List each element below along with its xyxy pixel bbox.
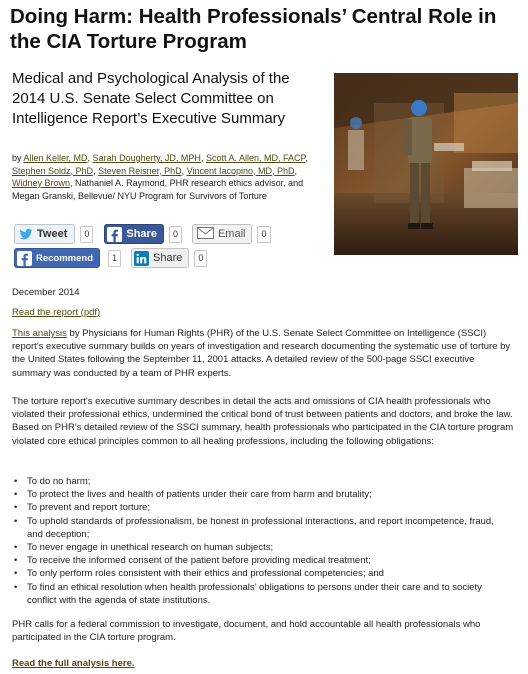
facebook-share-label: Share <box>126 227 157 240</box>
read-report-pdf-link[interactable]: Read the report (pdf) <box>12 307 101 318</box>
list-item: • To only perform roles consistent with their ethics and professional competencies; and <box>12 567 512 580</box>
email-count: 0 <box>257 226 270 243</box>
linkedin-logo-icon <box>134 251 149 266</box>
facebook-logo-icon <box>107 227 122 242</box>
author-link-allen[interactable]: Scott A. Allen, MD, FACP <box>205 153 306 163</box>
author-link-keller[interactable]: Allen Keller, MD <box>23 153 88 163</box>
author-link-dougherty[interactable]: Sarah Dougherty, JD, MPH <box>92 153 201 163</box>
page-title: Doing Harm: Health Professionals’ Central Role in the CIA Torture Program <box>10 5 497 53</box>
tweet-count: 0 <box>80 226 93 243</box>
linkedin-share-count: 0 <box>194 250 207 267</box>
publication-date: December 2014 <box>12 287 80 298</box>
byline-prefix: by <box>12 153 24 163</box>
article-photo <box>334 73 518 255</box>
list-item: • To protect the lives and health of patients under their care from harm and brutality; <box>12 488 512 501</box>
share-row-2 <box>14 248 207 268</box>
this-analysis-link[interactable]: This analysis <box>12 328 67 339</box>
share-row-1 <box>14 224 271 244</box>
email-label: Email <box>217 227 246 240</box>
author-link-brown[interactable]: Widney Brown <box>12 178 71 188</box>
article-subtitle: Medical and Psychological Analysis of the 2014 U.S. Senate Select Committee on Intelligence Report’s Executive Summary <box>12 70 290 127</box>
list-item: • To uphold standards of professionalism, be honest in professional interactions, and report incompetence, fraud, and deception; <box>12 515 512 541</box>
byline-suffix: , Nathaniel A. Raymond, PHR research ethics advisor, and Megan Granski, Bellevue/ NYU Program for Survivors of Torture <box>12 178 304 201</box>
facebook-share-count: 0 <box>169 226 182 243</box>
linkedin-share-button[interactable] <box>131 248 189 268</box>
findings-paragraph: The torture report's executive summary describes in detail the acts and omissions of CIA health professionals who violated their professional ethics, undermined the critical bond of trust between patients and doctors, and broke the law. Based on PHR's detailed review of the SSCI summary, health professionals who participated in the CIA torture program violated core ethical principles common to all healing professions, including the following obligations: <box>12 396 514 447</box>
tweet-label: Tweet <box>37 227 68 240</box>
facebook-recommend-button[interactable] <box>14 248 100 268</box>
tweet-button[interactable] <box>14 224 75 244</box>
intro-paragraph <box>12 327 516 380</box>
facebook-share-button[interactable] <box>104 224 164 244</box>
list-item: • To prevent and report torture; <box>12 501 512 514</box>
list-item: • To receive the informed consent of the patient before providing medical treatment; <box>12 554 512 567</box>
email-button[interactable] <box>192 224 253 244</box>
closing-paragraph: PHR calls for a federal commission to investigate, document, and hold accountable all health professionals who participated in the CIA torture program. <box>12 619 481 644</box>
facebook-logo-icon <box>17 251 32 266</box>
author-link-iacopino[interactable]: Vincent Iacopino, MD, PhD <box>186 165 295 176</box>
twitter-bird-icon <box>19 227 33 241</box>
linkedin-share-label: Share <box>153 251 183 264</box>
recommend-count: 1 <box>108 250 121 267</box>
intro-text: by Physicians for Human Rights (PHR) of the U.S. Senate Select Committee on Intelligence (SSCI) report's executive summary builds on years of investigation and research documenting the systematic use of torture by the United States following the September 11, 2001 attacks. A detailed review of the 500-page SSCI executive summary was conducted by a team of PHR experts. <box>12 328 511 379</box>
photo-illustration <box>334 73 518 255</box>
read-full-analysis-link[interactable]: Read the full analysis here. <box>12 658 135 669</box>
list-item: • To find an ethical resolution when health professionals’ obligations to persons under their care and to society conflict with the agenda of state institutions. <box>12 581 512 607</box>
author-link-reisner[interactable]: Steven Reisner, PhD <box>98 165 182 176</box>
envelope-icon <box>197 227 214 241</box>
obligations-list <box>12 475 512 607</box>
author-link-soldz[interactable]: Stephen Soldz, PhD <box>12 165 94 176</box>
list-item: • To never engage in unethical research on human subjects; <box>12 541 512 554</box>
recommend-label: Recommend <box>36 252 94 264</box>
byline: by Allen Keller, MD, Sarah Dougherty, JD, MPH, Scott A. Allen, MD, FACP, Stephen Soldz, PhD, Steven Reisner, PhD, Vincent Iacopino, MD, PhD, Widney Brown, Nathaniel A. Raymond, PHR research ethics advisor, and Megan Granski, Bellevue/ NYU Program for Survivors of Torture <box>12 153 308 201</box>
list-item: • To do no harm; <box>12 475 512 488</box>
